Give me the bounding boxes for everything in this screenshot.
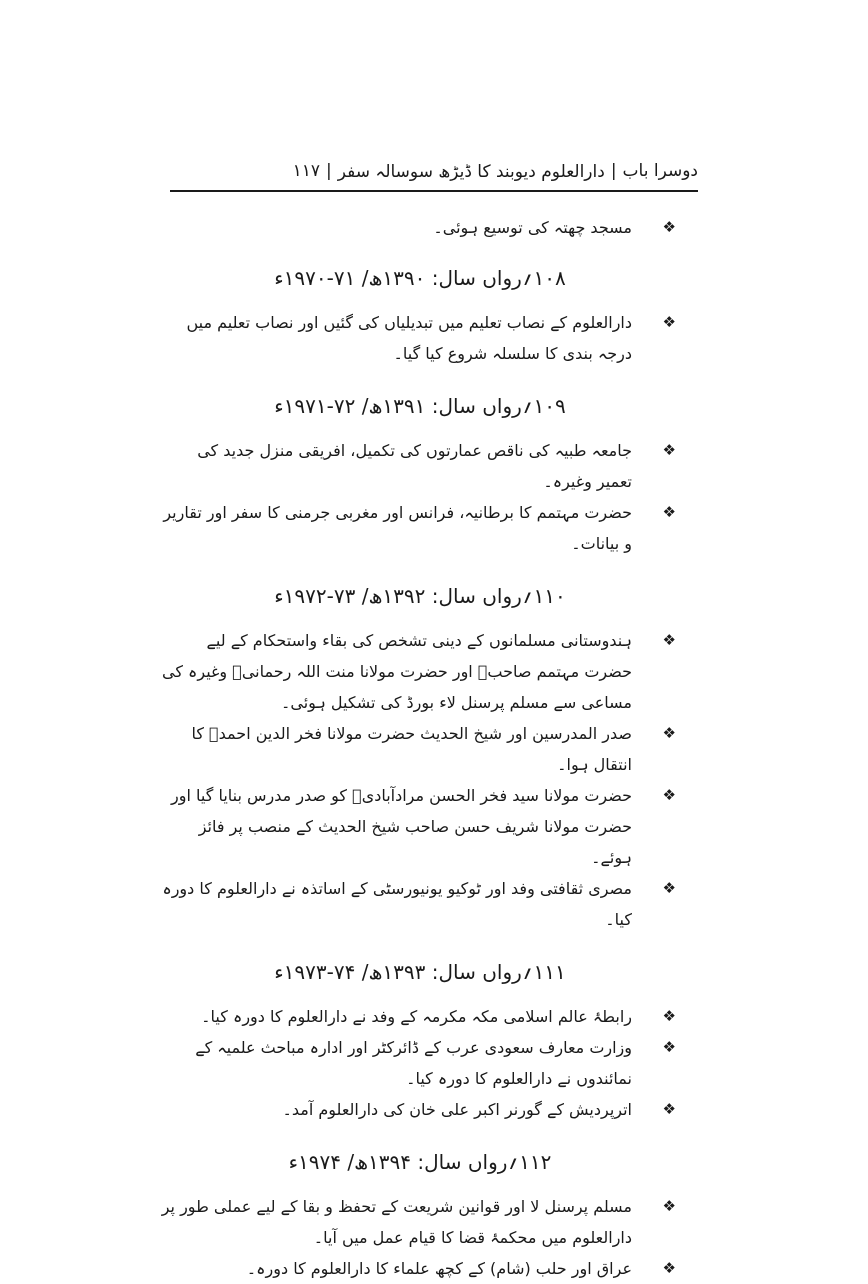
list-item bbox=[150, 1253, 690, 1284]
year-sections bbox=[150, 263, 690, 1284]
list-item-text: اترپردیش کے گورنر اکبر علی خان کی دارالعلوم آمد۔ bbox=[282, 1100, 632, 1119]
list-item-text: مصری ثقافتی وفد اور ٹوکیو یونیورسٹی کے اساتذہ نے دارالعلوم کا دورہ کیا۔ bbox=[162, 879, 632, 929]
page-content bbox=[150, 212, 690, 1284]
bullet-icon: ❖ bbox=[662, 1007, 676, 1025]
list-item bbox=[150, 1094, 690, 1125]
year-heading: ۱۱۰؍رواں سال: ۱۳۹۲ھ/ ۷۳-۱۹۷۲ء bbox=[274, 584, 566, 608]
list-item-text: دارالعلوم کے نصاب تعلیم میں تبدیلیاں کی گئیں اور نصاب تعلیم میں درجہ بندی کا سلسلہ شروع کیا گیا۔ bbox=[186, 313, 632, 363]
bullet-icon: ❖ bbox=[662, 218, 676, 236]
list-item bbox=[150, 212, 690, 243]
list-item bbox=[150, 625, 690, 718]
bullet-icon: ❖ bbox=[662, 879, 676, 897]
list-item bbox=[150, 1001, 690, 1032]
bullet-icon: ❖ bbox=[662, 441, 676, 459]
book-title: دارالعلوم دیوبند کا ڈیڑھ سوسالہ سفر bbox=[337, 161, 605, 182]
year-heading: ۱۱۲؍رواں سال: ۱۳۹۴ھ/ ۱۹۷۴ء bbox=[288, 1150, 552, 1174]
list-item bbox=[150, 718, 690, 780]
year-heading: ۱۰۹؍رواں سال: ۱۳۹۱ھ/ ۷۲-۱۹۷۱ء bbox=[274, 394, 566, 418]
bullet-icon: ❖ bbox=[662, 313, 676, 331]
bullet-icon: ❖ bbox=[662, 1038, 676, 1056]
list-item bbox=[150, 780, 690, 873]
list-item-text: وزارت معارف سعودی عرب کے ڈائرکٹر اور ادارہ مباحث علمیہ کے نمائندوں نے دارالعلوم کا دورہ کیا۔ bbox=[195, 1038, 632, 1088]
list-item-text: مسلم پرسنل لا اور قوانین شریعت کے تحفظ و بقا کے لیے عملی طور پر دارالعلوم میں محکمۂ قضا کا قیام عمل میں آیا۔ bbox=[161, 1197, 632, 1247]
bullet-icon: ❖ bbox=[662, 1197, 676, 1215]
chapter-label: دوسرا باب bbox=[622, 161, 698, 181]
page-number: ۱۱۷ bbox=[292, 161, 320, 181]
header-separator: | bbox=[326, 161, 332, 181]
bullet-icon: ❖ bbox=[662, 786, 676, 804]
list-item bbox=[150, 1032, 690, 1094]
list-item bbox=[150, 497, 690, 559]
year-heading: ۱۰۸؍رواں سال: ۱۳۹۰ھ/ ۷۱-۱۹۷۰ء bbox=[274, 266, 566, 290]
header-separator: | bbox=[610, 161, 617, 181]
bullet-icon: ❖ bbox=[662, 503, 676, 521]
bullet-icon: ❖ bbox=[662, 631, 676, 649]
list-item-text: صدر المدرسین اور شیخ الحدیث حضرت مولانا فخر الدین احمدؒ کا انتقال ہوا۔ bbox=[191, 724, 632, 774]
list-item-text: عراق اور حلب (شام) کے کچھ علماء کا دارالعلوم کا دورہ۔ bbox=[246, 1259, 632, 1278]
list-item-text: جامعہ طبیہ کی ناقص عمارتوں کی تکمیل، افریقی منزل جدید کی تعمیر وغیرہ۔ bbox=[197, 441, 632, 491]
list-item bbox=[150, 873, 690, 935]
list-item-text: ہندوستانی مسلمانوں کے دینی تشخص کی بقاء واستحکام کے لیے حضرت مہتمم صاحبؒ اور حضرت مولانا منت اللہ رحمانیؒ وغیرہ کی مساعی سے مسلم پرسنل لاء بورڈ کی تشکیل ہوئی۔ bbox=[161, 631, 632, 712]
bullet-icon: ❖ bbox=[662, 1100, 676, 1118]
bullet-icon: ❖ bbox=[662, 724, 676, 742]
list-item bbox=[150, 307, 690, 369]
year-heading: ۱۱۱؍رواں سال: ۱۳۹۳ھ/ ۷۴-۱۹۷۳ء bbox=[274, 960, 566, 984]
running-header bbox=[170, 156, 698, 192]
list-item-text: رابطۂ عالم اسلامی مکہ مکرمہ کے وفد نے دارالعلوم کا دورہ کیا۔ bbox=[201, 1007, 632, 1026]
list-item bbox=[150, 435, 690, 497]
list-item bbox=[150, 1191, 690, 1253]
bullet-icon: ❖ bbox=[662, 1259, 676, 1277]
list-item-text: حضرت مولانا سید فخر الحسن مرادآبادیؒ کو صدر مدرس بنایا گیا اور حضرت مولانا شریف حسن صاحب شیخ الحدیث کے منصب پر فائز ہوئے۔ bbox=[171, 786, 632, 867]
list-item-text: مسجد چھتہ کی توسیع ہوئی۔ bbox=[433, 218, 632, 237]
list-item-text: حضرت مہتمم کا برطانیہ، فرانس اور مغربی جرمنی کا سفر اور تقاریر و بیانات۔ bbox=[163, 503, 632, 553]
